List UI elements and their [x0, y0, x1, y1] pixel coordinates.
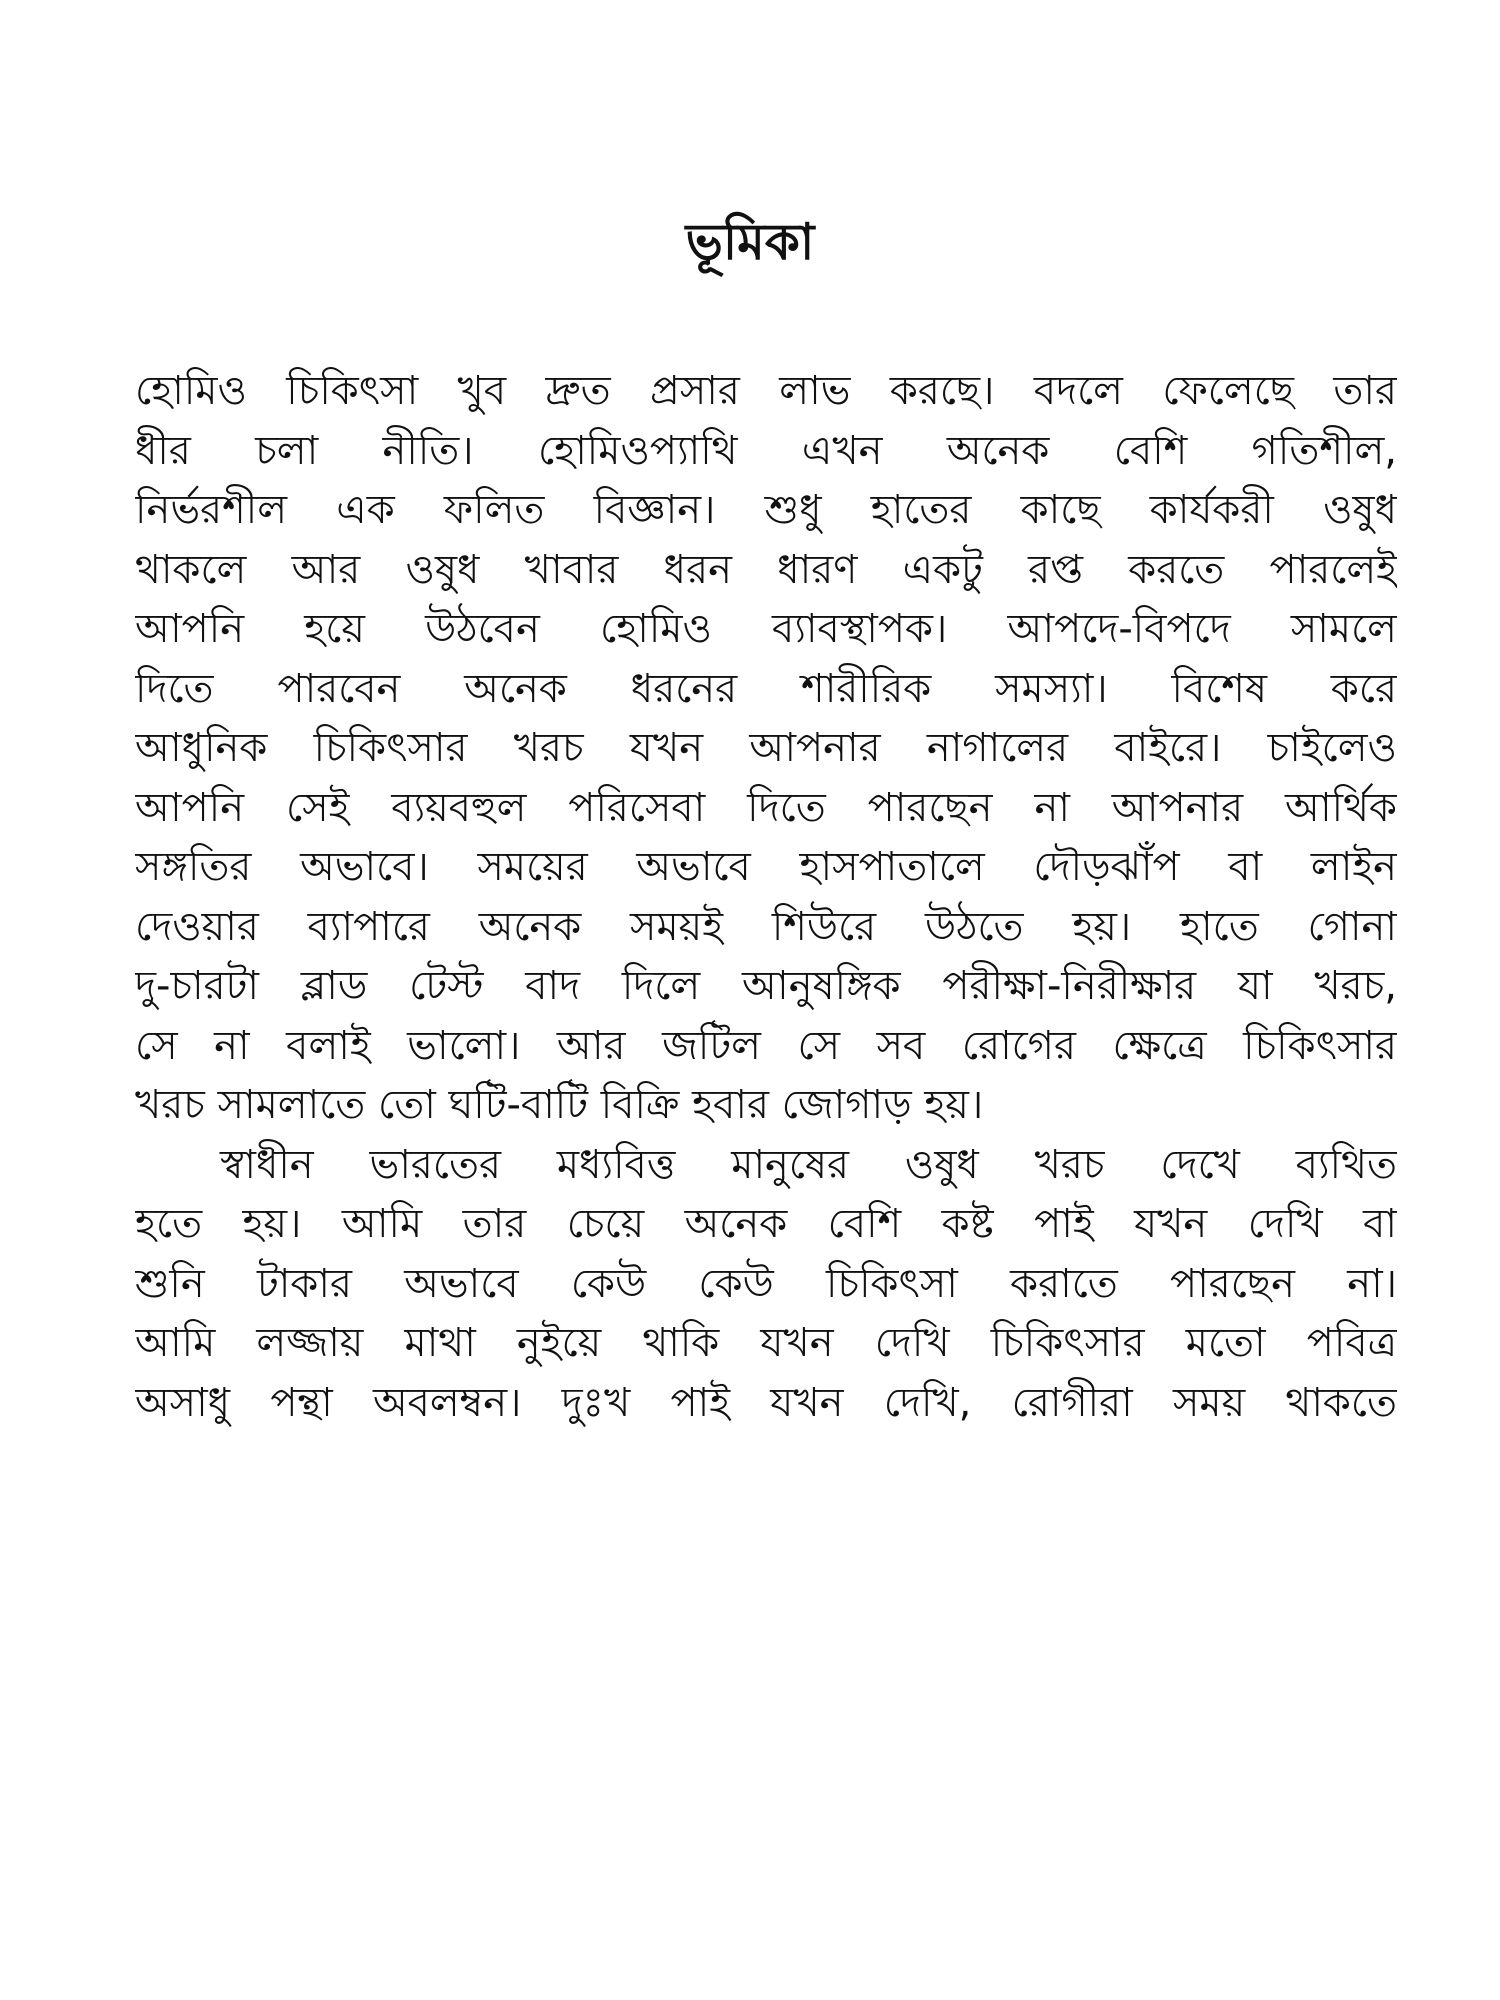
page-title: ভূমিকা: [685, 213, 815, 271]
text-line: অসাধু পন্থা অবলম্বন। দুঃখ পাই যখন দেখি, রোগীরা সময় থাকতে: [135, 1379, 1397, 1426]
page-body: [135, 362, 1397, 1433]
text-line: সঙ্গতির অভাবে। সময়ের অভাবে হাসপাতালে দৌড়ঝাঁপ বা লাইন: [135, 844, 1397, 890]
text-line: খরচ সামলাতে তো ঘটি-বাটি বিক্রি হবার জোগাড় হয়।: [135, 1082, 984, 1128]
text-line: স্বাধীন ভারতের মধ্যবিত্ত মানুষের ওষুধ খরচ দেখে ব্যথিত: [220, 1141, 1397, 1188]
text-line: ধীর চলা নীতি। হোমিওপ্যাথি এখন অনেক বেশি গতিশীল,: [135, 427, 1397, 474]
text-line: দু-চারটা ব্লাড টেস্ট বাদ দিলে আনুষঙ্গিক পরীক্ষা-নিরীক্ষার যা খরচ,: [135, 963, 1397, 1009]
text-line: আপনি হয়ে উঠবেন হোমিও ব্যাবস্থাপক। আপদে-বিপদে সামলে: [135, 606, 1397, 652]
text-line: আমি লজ্জায় মাথা নুইয়ে থাকি যখন দেখি চিকিৎসার মতো পবিত্র: [135, 1320, 1397, 1366]
text-line: হোমিও চিকিৎসা খুব দ্রুত প্রসার লাভ করছে। বদলে ফেলেছে তার: [135, 368, 1397, 414]
text-line: থাকলে আর ওষুধ খাবার ধরন ধারণ একটু রপ্ত করতে পারলেই: [135, 546, 1397, 593]
text-line: দিতে পারবেন অনেক ধরনের শারীরিক সমস্যা। বিশেষ করে: [135, 665, 1397, 712]
text-line: আধুনিক চিকিৎসার খরচ যখন আপনার নাগালের বাইরে। চাইলেও: [135, 725, 1397, 771]
text-line: নির্ভরশীল এক ফলিত বিজ্ঞান। শুধু হাতের কাছে কার্যকরী ওষুধ: [135, 487, 1397, 533]
text-line: আপনি সেই ব্যয়বহুল পরিসেবা দিতে পারছেন না আপনার আর্থিক: [135, 784, 1397, 831]
text-line: শুনি টাকার অভাবে কেউ কেউ চিকিৎসা করাতে পারছেন না।: [135, 1260, 1397, 1307]
text-line: সে না বলাই ভালো। আর জটিল সে সব রোগের ক্ষেত্রে চিকিৎসার: [135, 1022, 1397, 1069]
text-line: হতে হয়। আমি তার চেয়ে অনেক বেশি কষ্ট পাই যখন দেখি বা: [135, 1201, 1397, 1247]
text-line: দেওয়ার ব্যাপারে অনেক সময়ই শিউরে উঠতে হয়। হাতে গোনা: [135, 903, 1397, 950]
